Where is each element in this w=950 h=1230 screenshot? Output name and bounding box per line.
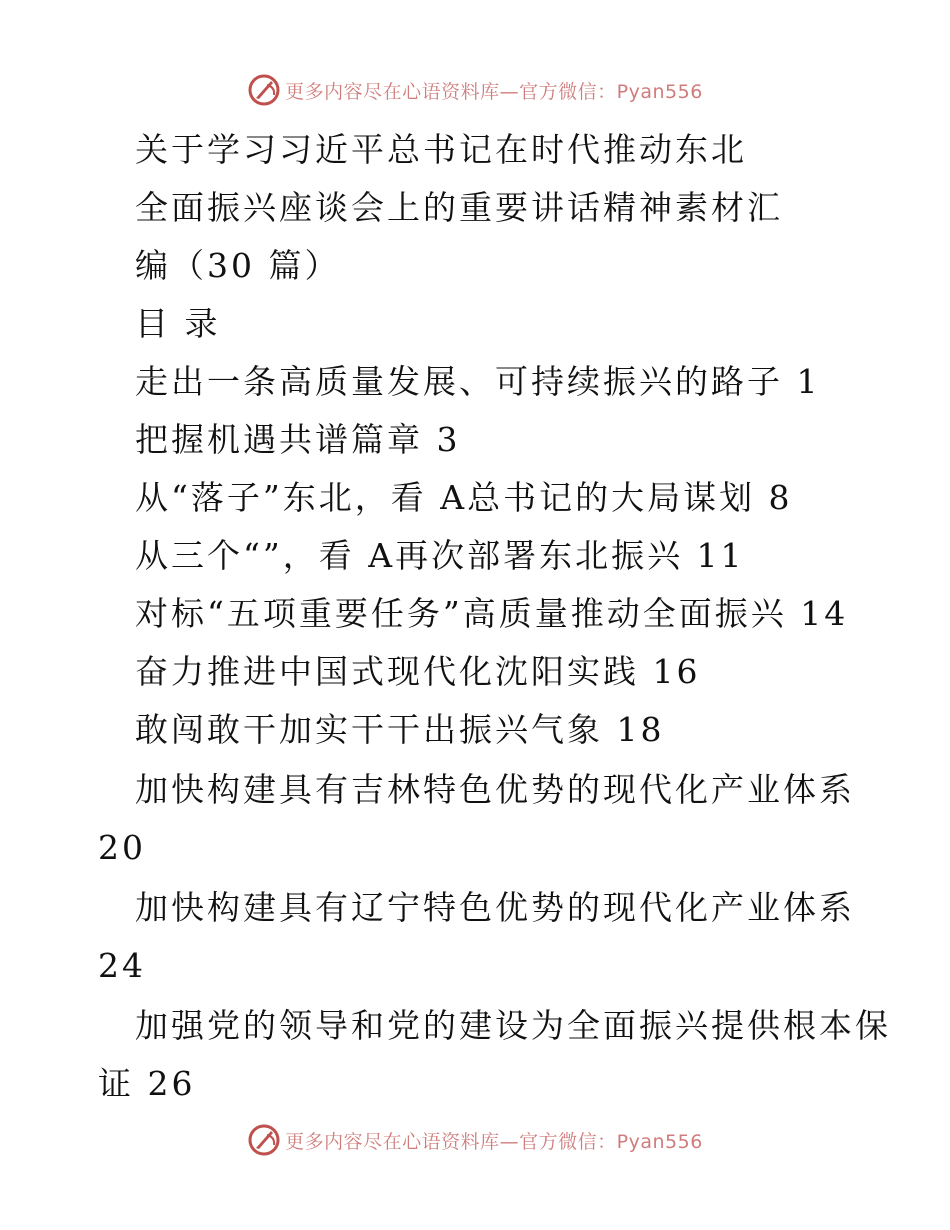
toc-item-6: 奋力推进中国式现代化沈阳实践 16 xyxy=(135,652,701,691)
toc-item-10-page: 证 26 xyxy=(98,1064,196,1103)
quill-logo-icon xyxy=(247,1123,281,1157)
doc-title-line-1: 关于学习习近平总书记在时代推动东北 xyxy=(135,130,747,169)
toc-item-1: 走出一条高质量发展、可持续振兴的路子 1 xyxy=(135,362,821,401)
header-watermark xyxy=(0,70,950,110)
toc-item-8-page: 20 xyxy=(98,828,146,867)
toc-item-7: 敢闯敢干加实干干出振兴气象 18 xyxy=(135,710,665,749)
watermark-text: 更多内容尽在心语资料库—官方微信：Pyan556 xyxy=(285,1130,703,1153)
toc-item-9: 加快构建具有辽宁特色优势的现代化产业体系 xyxy=(135,888,855,927)
quill-logo-icon xyxy=(247,73,281,107)
watermark-text: 更多内容尽在心语资料库—官方微信：Pyan556 xyxy=(285,80,703,103)
toc-heading: 目 录 xyxy=(135,304,221,343)
doc-title-line-3: 编（30 篇） xyxy=(135,246,341,285)
toc-item-8: 加快构建具有吉林特色优势的现代化产业体系 xyxy=(135,770,855,809)
toc-item-10: 加强党的领导和党的建设为全面振兴提供根本保 xyxy=(135,1006,891,1045)
doc-title-line-2: 全面振兴座谈会上的重要讲话精神素材汇 xyxy=(135,188,783,227)
toc-item-4: 从三个“”，看 A再次部署东北振兴 11 xyxy=(135,536,745,575)
footer-watermark xyxy=(0,1120,950,1160)
toc-item-3: 从“落子”东北，看 A总书记的大局谋划 8 xyxy=(135,478,793,517)
toc-item-2: 把握机遇共谱篇章 3 xyxy=(135,420,461,459)
toc-item-5: 对标“五项重要任务”高质量推动全面振兴 14 xyxy=(135,594,849,633)
toc-item-9-page: 24 xyxy=(98,946,146,985)
